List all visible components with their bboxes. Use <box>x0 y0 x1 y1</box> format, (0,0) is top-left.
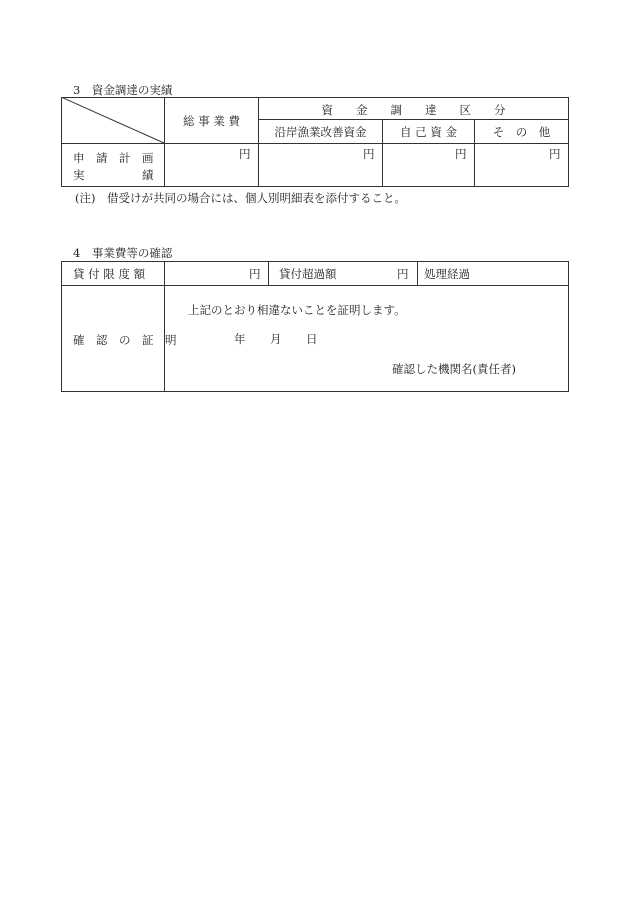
yen-unit-total: 円 <box>239 147 251 161</box>
excess-amount-label: 貸付超過額 <box>279 267 337 281</box>
yen-unit-loan-limit: 円 <box>249 267 261 281</box>
own-fund-header: 自 己 資 金 <box>400 125 457 139</box>
date-day: 日 <box>306 332 318 346</box>
loan-limit-label: 貸 付 限 度 額 <box>73 267 146 281</box>
confirmation-label: 確 認 の 証 明 <box>73 333 177 347</box>
institution-label: 確認した機関名(責任者) <box>392 362 516 376</box>
funding-header: 資 金 調 達 区 分 <box>321 103 506 117</box>
yen-unit-other: 円 <box>549 147 561 161</box>
yen-unit-coastal: 円 <box>363 147 375 161</box>
section3-heading: 3 資金調達の実績 <box>73 83 173 97</box>
diagonal-line <box>61 97 165 144</box>
other-fund-header: そ の 他 <box>492 125 551 139</box>
section3-note: (注) 借受けが共同の場合には、個人別明細表を添付すること。 <box>75 191 406 205</box>
row-label-actual: 実 績 <box>73 168 154 182</box>
section4-heading: 4 事業費等の確認 <box>73 246 173 260</box>
coastal-fund-header: 沿岸漁業改善資金 <box>274 125 367 139</box>
total-cost-header: 総 事 業 費 <box>183 114 240 128</box>
date-year: 年 <box>234 332 246 346</box>
date-month: 月 <box>270 332 282 346</box>
yen-unit-excess: 円 <box>397 267 409 281</box>
yen-unit-own: 円 <box>455 147 467 161</box>
certification-text: 上記のとおり相違ないことを証明します。 <box>188 303 406 317</box>
row-label-plan: 申 請 計 画 <box>73 151 154 165</box>
processing-label: 処理経過 <box>424 267 470 281</box>
